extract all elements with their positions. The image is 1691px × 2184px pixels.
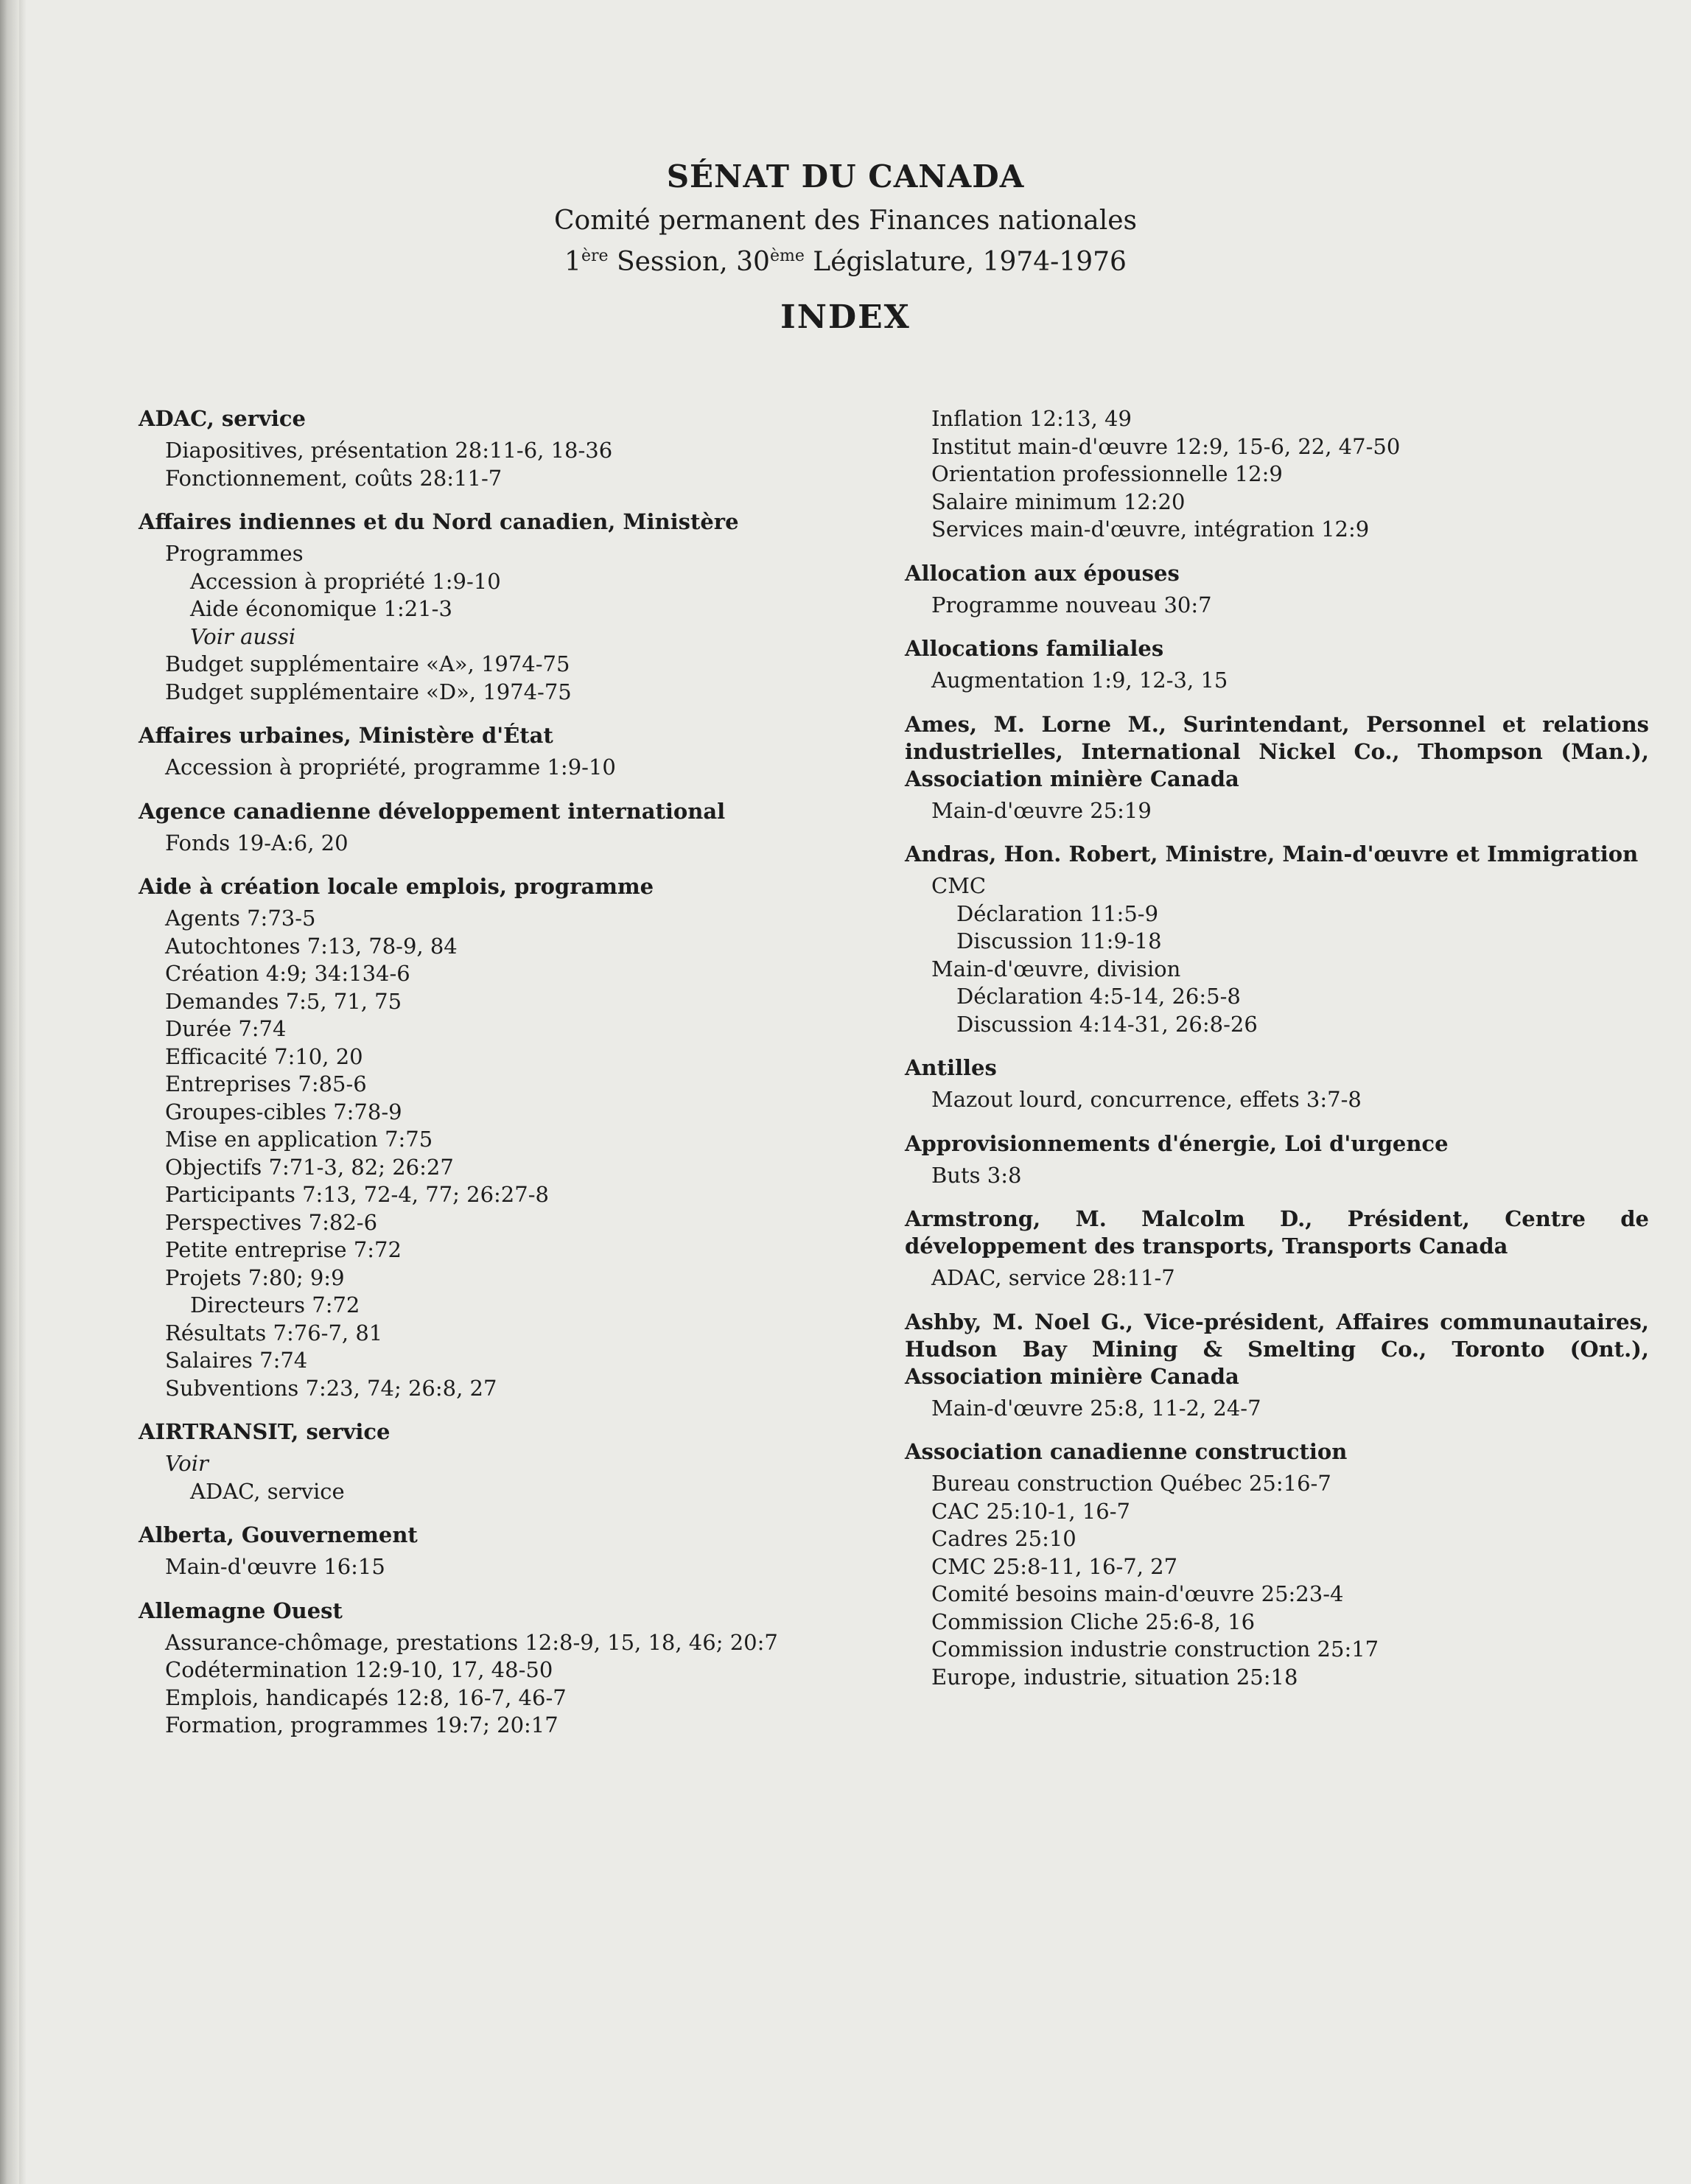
index-column-right xyxy=(905,405,1649,1707)
index-entry xyxy=(139,405,883,492)
index-entry-body xyxy=(905,592,1649,620)
index-subentry: Augmentation 1:9, 12-3, 15 xyxy=(931,668,1228,693)
index-subentry: Perspectives 7:82-6 xyxy=(165,1209,378,1235)
index-entry xyxy=(139,508,883,706)
index-entry-heading: AIRTRANSIT, service xyxy=(139,1419,391,1444)
index-entry-heading: Antilles xyxy=(905,1055,997,1080)
index-entry-body xyxy=(139,540,883,706)
index-entry xyxy=(139,873,883,1402)
index-entry xyxy=(905,1054,1649,1114)
index-subentry: Budget supplémentaire «A», 1974-75 xyxy=(165,651,570,676)
page-header xyxy=(0,156,1691,339)
index-subentry: Main-d'œuvre 25:19 xyxy=(931,797,1152,823)
index-entry-body xyxy=(905,1470,1649,1691)
index-entry xyxy=(139,1597,883,1740)
index-subentry: Salaires 7:74 xyxy=(165,1348,308,1373)
index-subentry: Emplois, handicapés 12:8, 16-7, 46-7 xyxy=(165,1684,567,1710)
index-subentry: Accession à propriété, programme 1:9-10 xyxy=(165,755,616,780)
index-entry xyxy=(905,405,1649,544)
index-entry-body xyxy=(139,1450,883,1505)
index-entry-body xyxy=(139,754,883,782)
index-subentry: Accession à propriété 1:9-10 xyxy=(190,568,501,594)
index-entry xyxy=(139,798,883,858)
index-entry-body xyxy=(905,1086,1649,1114)
index-subentry: Déclaration 4:5-14, 26:5-8 xyxy=(956,984,1241,1009)
index-subentry: Formation, programmes 19:7; 20:17 xyxy=(165,1712,559,1737)
index-subentry: Main-d'œuvre 25:8, 11-2, 24-7 xyxy=(931,1395,1261,1421)
page-title: SÉNAT DU CANADA xyxy=(666,158,1025,195)
index-subentry: Buts 3:8 xyxy=(931,1162,1022,1188)
index-subentry: Petite entreprise 7:72 xyxy=(165,1237,402,1262)
session-line xyxy=(0,239,1691,280)
index-subentry: Efficacité 7:10, 20 xyxy=(165,1043,363,1069)
index-entry-heading: Aide à création locale emplois, programme xyxy=(139,874,654,899)
index-subentry: Projets 7:80; 9:9 xyxy=(165,1264,345,1290)
index-entry-heading: Ashby, M. Noel G., Vice-président, Affaires communautaires, Hudson Bay Mining & Smelting Co., Toronto (Ont.), Association minière Canada xyxy=(905,1309,1649,1389)
committee-name: Comité permanent des Finances nationales xyxy=(553,206,1138,236)
index-subentry: Codétermination 12:9-10, 17, 48-50 xyxy=(165,1657,553,1682)
index-subentry: Commission Cliche 25:6-8, 16 xyxy=(931,1609,1256,1634)
index-subentry: Services main-d'œuvre, intégration 12:9 xyxy=(931,517,1370,542)
index-entry xyxy=(905,1205,1649,1292)
index-subentry: Objectifs 7:71-3, 82; 26:27 xyxy=(165,1154,454,1180)
index-entry-heading: Association canadienne construction xyxy=(905,1439,1348,1464)
index-subentry: Main-d'œuvre 16:15 xyxy=(165,1554,385,1579)
index-entry xyxy=(139,1522,883,1581)
index-subentry: Institut main-d'œuvre 12:9, 15-6, 22, 47-50 xyxy=(931,433,1401,459)
legislature-ordinal: ème xyxy=(769,247,805,265)
index-subentry: CMC 25:8-11, 16-7, 27 xyxy=(931,1553,1178,1579)
index-entry-body xyxy=(139,1629,883,1740)
index-subentry: Assurance-chômage, prestations 12:8-9, 15, 18, 46; 20:7 xyxy=(165,1629,778,1655)
index-entry-body xyxy=(905,405,1649,544)
index-entry xyxy=(905,841,1649,1038)
index-subentry: Cadres 25:10 xyxy=(931,1526,1076,1551)
index-subentry: Inflation 12:13, 49 xyxy=(931,406,1132,431)
index-entry-heading: Agence canadienne développement international xyxy=(139,798,726,824)
index-entry xyxy=(139,1418,883,1505)
index-entry-body xyxy=(139,1553,883,1581)
index-subentry: Mise en application 7:75 xyxy=(165,1127,433,1152)
index-subentry: Agents 7:73-5 xyxy=(165,906,316,931)
index-entry-heading: Allocation aux épouses xyxy=(905,560,1180,586)
index-entry xyxy=(905,1309,1649,1423)
index-subentry: CAC 25:10-1, 16-7 xyxy=(931,1498,1130,1524)
index-subentry: ADAC, service xyxy=(190,1478,345,1504)
index-subentry: Autochtones 7:13, 78-9, 84 xyxy=(165,933,458,959)
index-entry-heading: Ames, M. Lorne M., Surintendant, Personnel et relations industrielles, International Nickel Co., Thompson (Man.), Association minière Canada xyxy=(905,711,1649,791)
index-entry-body xyxy=(905,1395,1649,1423)
index-subentry: Programmes xyxy=(165,541,304,566)
index-subentry: Voir xyxy=(165,1451,209,1476)
index-entry-body xyxy=(139,437,883,492)
index-entry-heading: Allemagne Ouest xyxy=(139,1597,343,1623)
index-subentry: Programme nouveau 30:7 xyxy=(931,592,1212,617)
index-entry-heading: Affaires urbaines, Ministère d'État xyxy=(139,723,553,748)
index-subentry: Bureau construction Québec 25:16-7 xyxy=(931,1471,1331,1496)
index-entry-body xyxy=(905,872,1649,1038)
index-subentry: Voir aussi xyxy=(190,623,296,649)
index-entry xyxy=(905,711,1649,825)
index-subentry: Directeurs 7:72 xyxy=(190,1292,360,1317)
index-entry-body xyxy=(139,905,883,1402)
index-subentry: Discussion 11:9-18 xyxy=(956,928,1162,953)
index-subentry: Création 4:9; 34:134-6 xyxy=(165,961,410,986)
index-subentry: Mazout lourd, concurrence, effets 3:7-8 xyxy=(931,1087,1362,1112)
index-subentry: ADAC, service 28:11-7 xyxy=(931,1265,1175,1290)
index-entry-heading: Andras, Hon. Robert, Ministre, Main-d'œuvre et Immigration xyxy=(905,841,1639,867)
index-entry-heading: ADAC, service xyxy=(139,406,306,431)
index-subentry: Aide économique 1:21-3 xyxy=(190,596,452,621)
index-subentry: Comité besoins main-d'œuvre 25:23-4 xyxy=(931,1581,1344,1606)
index-subentry: Orientation professionnelle 12:9 xyxy=(931,461,1283,486)
session-ordinal: ère xyxy=(581,247,609,265)
session-end: Législature, 1974-1976 xyxy=(804,247,1127,277)
index-entry xyxy=(905,1130,1649,1190)
index-subentry: Groupes-cibles 7:78-9 xyxy=(165,1099,402,1124)
index-subentry: Participants 7:13, 72-4, 77; 26:27-8 xyxy=(165,1182,549,1207)
index-subentry: Europe, industrie, situation 25:18 xyxy=(931,1664,1298,1690)
index-entry-body xyxy=(905,1264,1649,1292)
index-entry xyxy=(905,635,1649,695)
session-number: 1 xyxy=(564,247,581,277)
index-entry-heading: Approvisionnements d'énergie, Loi d'urgence xyxy=(905,1130,1449,1156)
index-subentry: Entreprises 7:85-6 xyxy=(165,1071,367,1096)
index-entry-heading: Allocations familiales xyxy=(905,636,1164,661)
index-entry-body xyxy=(905,1162,1649,1190)
session-mid: Session, 30 xyxy=(608,247,770,277)
index-subentry: Demandes 7:5, 71, 75 xyxy=(165,988,402,1014)
index-subentry: Fonctionnement, coûts 28:11-7 xyxy=(165,465,503,491)
index-subentry: Main-d'œuvre, division xyxy=(931,956,1181,981)
index-subentry: Fonds 19-A:6, 20 xyxy=(165,830,349,855)
index-subentry: Salaire minimum 12:20 xyxy=(931,489,1186,514)
index-subentry: CMC xyxy=(931,873,987,898)
index-subentry: Diapositives, présentation 28:11-6, 18-36 xyxy=(165,438,613,463)
index-subentry: Budget supplémentaire «D», 1974-75 xyxy=(165,679,572,704)
index-entry-body xyxy=(905,667,1649,695)
index-subentry: Durée 7:74 xyxy=(165,1016,287,1041)
index-entry-heading: Alberta, Gouvernement xyxy=(139,1522,418,1547)
index-subentry: Discussion 4:14-31, 26:8-26 xyxy=(956,1011,1258,1037)
index-column-left xyxy=(139,405,883,1756)
index-entry-heading: Affaires indiennes et du Nord canadien, Ministère xyxy=(139,509,739,534)
index-subentry: Déclaration 11:5-9 xyxy=(956,900,1159,926)
index-entry xyxy=(139,722,883,782)
index-heading: INDEX xyxy=(780,298,911,336)
index-subentry: Subventions 7:23, 74; 26:8, 27 xyxy=(165,1375,497,1401)
index-entry-heading: Armstrong, M. Malcolm D., Président, Centre de développement des transports, Transports Canada xyxy=(905,1206,1649,1259)
index-subentry: Commission industrie construction 25:17 xyxy=(931,1637,1379,1662)
index-subentry: Résultats 7:76-7, 81 xyxy=(165,1320,383,1345)
index-entry-body xyxy=(139,830,883,858)
index-entry-body xyxy=(905,797,1649,825)
index-entry xyxy=(905,560,1649,620)
index-entry xyxy=(905,1438,1649,1691)
